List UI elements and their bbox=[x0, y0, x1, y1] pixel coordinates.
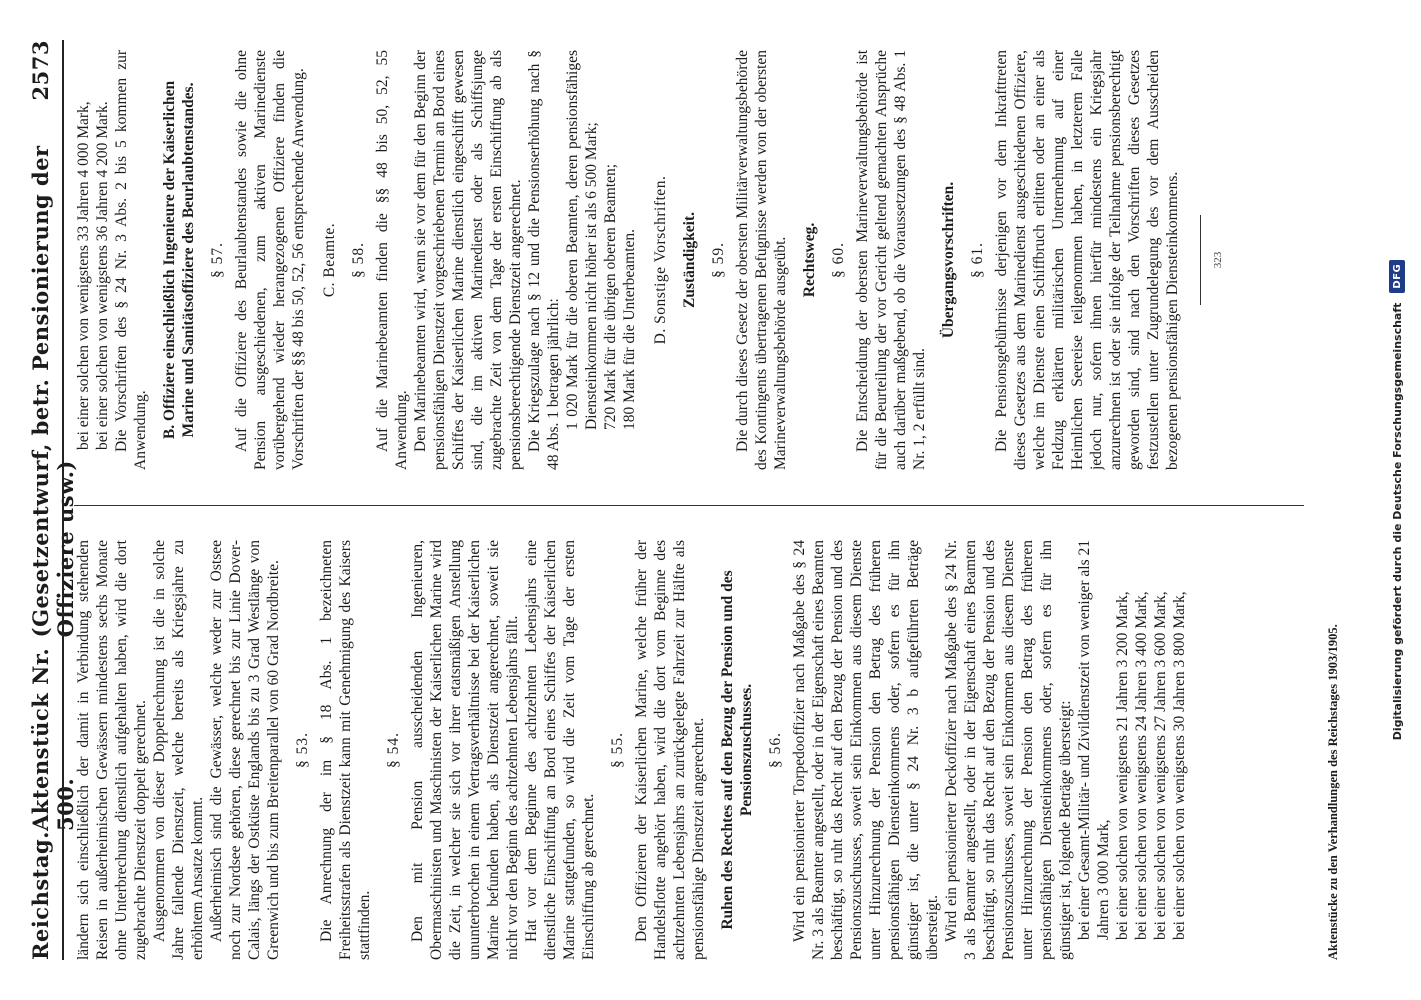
subheading: Ruhen des Rechtes auf den Bezug der Pension und des Pensionszuschusses. bbox=[719, 570, 755, 930]
header-page-number: 2573 bbox=[28, 40, 53, 101]
header-center: Aktenstück Nr. 500. bbox=[28, 647, 78, 832]
header-rule bbox=[62, 40, 64, 960]
digitization-imprint bbox=[1386, 50, 1408, 950]
paragraph: Den Offizieren der Kaiserlichen Marine, welche früher der Handelsflotte angehört haben, wird die dort vom Beginne des achtzehnten Lebensjahrs an zurückgelegte Fahrzeit zur Hälfte als pensionsfähige Dienstzeit angerechnet. bbox=[633, 540, 707, 960]
paragraph: Die Pensionsgebührnisse derjenigen vor dem Inkrafttreten dieses Gesetzes aus dem Marinedienst ausgeschiedenen Offiziere, welche im Dienste einen Schiffbruch erlitten oder an einer als Feldzug erklärten militärischen Unternehmung auf einer Heimlichen Seereise teilgenommen haben, in letzterem Falle jedoch nur, sofern ihnen hierfür mindestens ein Kriegsjahr anzurechnen ist oder sie infolge der Teilnahme pensionsberechtigt geworden sind, sind nach den Vorschriften dieses Gesetzes festzustellen unter Zugrundelegung des vor dem Ausscheiden bezogenen pensionsfähigen Diensteinkommens. bbox=[993, 50, 1181, 470]
paragraph: Ausgenommen von dieser Doppelrechnung ist die in solche Jahre fallende Dienstzeit, welche bereits als Kriegsjahre zu erhöhtem Ansatze kommt. bbox=[151, 540, 206, 960]
section-label: § 59. bbox=[710, 242, 727, 278]
section-label: § 56. bbox=[767, 732, 784, 768]
paragraph: Auf die Offiziere des Beurlaubtenstandes sowie die ohne Pension ausgeschiedenen, zum aktiven Marinedienste vorübergehend wieder herangezogenen Offiziere finden die Vorschriften der §§ 48 bis 50, 52, 56 entsprechende Anwendung. bbox=[233, 50, 307, 470]
amount-line: bei einer solchen von wenigstens 33 Jahren 4 000 Mark, bbox=[75, 101, 92, 450]
header-right: (Gesetzentwurf, betr. Pensionierung der Offiziere usw.) bbox=[28, 145, 78, 638]
left-column bbox=[74, 540, 1304, 960]
sheet-number: 323 bbox=[1212, 251, 1224, 269]
subheading: Zuständigkeit. bbox=[681, 211, 698, 309]
paragraph: Die Entscheidung der obersten Marineverwaltungsbehörde ist für die Beurteilung der vor Gericht geltend gemachten Ansprüche auch darüber maßgebend, ob die Voraussetzungen des § 48 Abs. 1 Nr. 1, 2 erfüllt sind. bbox=[854, 50, 928, 470]
section-label: § 61. bbox=[969, 242, 986, 278]
amount-line: bei einer Gesamt-Militär- und Zivildienstzeit von weniger als 21 Jahren 3 000 Mark, bbox=[1076, 540, 1112, 940]
paragraph: Außerheimisch sind die Gewässer, welche weder zur Ostsee noch zur Nordsee gehören, diese gerechnet bis zur Linie Dover-Calais, längs der Ostküste Englands bis zu 3 Grad Westlänge von Greenwich und bis zum Breitenparallel von 60 Grad Nordbreite. bbox=[208, 540, 282, 960]
end-rule bbox=[1200, 215, 1201, 305]
right-column bbox=[74, 50, 1304, 470]
paragraph: Die Kriegszulage nach § 12 und die Pensionserhöhung nach § 48 Abs. 1 betragen jährlich: bbox=[526, 50, 562, 470]
paragraph: Auf die Marinebeamten finden die §§ 48 bis 50, 52, 55 Anwendung. bbox=[374, 50, 410, 470]
running-head bbox=[28, 40, 78, 960]
paragraph: Wird ein pensionierter Torpedooffizier nach Maßgabe des § 24 Nr. 3 als Beamter angestellt, oder in der Eigenschaft eines Beamten beschäftigt, so ruht das Recht auf den Bezug der Pension und des Pensionszuschusses, soweit sein Einkommen aus diesem Dienste unter Hinzurechnung der Pension den Betrag des früheren pensionsfähigen Diensteinkommens oder, sofern es für ihn günstiger ist, die unter § 24 Nr. 3 b aufgeführten Beträge übersteigt. bbox=[791, 540, 941, 960]
amount-line: bei einer solchen von wenigstens 27 Jahren 3 600 Mark, bbox=[1152, 591, 1169, 940]
subheading: Rechtsweg. bbox=[801, 222, 818, 298]
paragraph: ländern sich einschließlich der damit in Verbindung stehenden Reisen in außerheimischen Gewässern mindestens sechs Monate ohne Unterbrechung dienstlich aufgehalten haben, wird die dort zugebrachte Dienstzeit doppelt gerechnet. bbox=[75, 540, 149, 960]
paragraph: Wird ein pensionierter Deckoffizier nach Maßgabe des § 24 Nr. 3 als Beamter angestellt, oder in der Eigenschaft eines Beamten beschäftigt, so ruht das Recht auf den Bezug der Pension und des Pensionszuschusses, soweit sein Einkommen aus diesem Dienste unter Hinzurechnung der Pension den Betrag des früheren pensionsfähigen Diensteinkommens oder, sofern es für ihn günstiger ist, folgende Beträge übersteigt: bbox=[943, 540, 1074, 960]
amount-line: 720 Mark für die übrigen oberen Beamten; bbox=[602, 164, 619, 430]
amount-line: bei einer solchen von wenigstens 30 Jahren 3 800 Mark, bbox=[1171, 591, 1188, 940]
section-label: § 53. bbox=[294, 732, 311, 768]
paragraph: Die durch dieses Gesetz der obersten Militärverwaltungsbehörde des Kontingents übertragenen Befugnisse werden von der obersten Marineverwaltungsbehörde ausgeübt. bbox=[734, 50, 789, 470]
section-label: § 55. bbox=[609, 732, 626, 768]
header-left: Reichstag. bbox=[28, 831, 53, 960]
column-divider bbox=[74, 505, 1304, 506]
paragraph: Den Marinebeamten wird, wenn sie vor dem für den Beginn der pensionsfähigen Dienstzeit vorgeschriebenen Termin an Bord eines Schiffes der Kaiserlichen Marine dienstlich eingeschifft gewesen sind, die im aktiven Marinedienst oder als Schiffsjunge zugebrachte Zeit von dem Tage der ersten Einschiffung ab als pensionsberechtigende Dienstzeit angerechnet. bbox=[412, 50, 524, 470]
section-label: § 58. bbox=[350, 242, 367, 278]
paragraph: Die Vorschriften des § 24 Nr. 3 Abs. 2 bis 5 kommen zur Anwendung. bbox=[113, 50, 149, 470]
section-label: § 60. bbox=[830, 242, 847, 278]
section-heading-d: D. Sonstige Vorschriften. bbox=[652, 175, 669, 345]
imprint-text: Digitalisierung gefördert durch die Deutsche Forschungsgemeinschaft bbox=[1390, 302, 1404, 741]
amount-line: bei einer solchen von wenigstens 24 Jahren 3 400 Mark, bbox=[1133, 591, 1150, 940]
section-heading-b: B. Offiziere einschließlich Ingenieure der Kaiserlichen Marine und Sanitätsoffiziere des Beurlaubtenstandes. bbox=[161, 80, 197, 440]
section-label: § 54. bbox=[385, 732, 402, 768]
page-footer: Aktenstücke zu den Verhandlungen des Reichstages 1903/1905. bbox=[1326, 624, 1340, 960]
paragraph: Hat vor dem Beginne des achtzehnten Lebensjahrs eine dienstliche Einschiffung an Bord eines Schiffes der Kaiserlichen Marine stattgefunden, so wird die Zeit vom Tage der ersten Einschiffung ab gerechnet. bbox=[523, 540, 597, 960]
amount-line: bei einer solchen von wenigstens 36 Jahren 4 200 Mark. bbox=[94, 101, 111, 450]
amount-line: 1 020 Mark für die oberen Beamten, deren pensionsfähiges Diensteinkommen nicht höher ist als 6 500 Mark; bbox=[564, 50, 600, 430]
section-heading-c: C. Beamte. bbox=[321, 222, 338, 298]
subheading: Übergangsvorschriften. bbox=[940, 181, 957, 339]
dfg-logo-icon: DFG bbox=[1389, 260, 1405, 293]
section-label: § 57. bbox=[209, 242, 226, 278]
amount-line: 180 Mark für die Unterbeamten. bbox=[621, 228, 638, 430]
paragraph: Den mit Pension ausscheidenden Ingenieuren, Obermaschinisten und Maschinisten der Kaiserlichen Marine wird die Zeit, in welcher sie sich vor ihrer etatsmäßigen Anstellung ununterbrochen in einem Vertragsverhältnisse bei der Kaiserlichen Marine befunden haben, als Dienstzeit angerechnet, soweit sie nicht vor den Beginn des achtzehnten Lebensjahrs fällt. bbox=[409, 540, 521, 960]
amount-line: bei einer solchen von wenigstens 21 Jahren 3 200 Mark, bbox=[1114, 591, 1131, 940]
paragraph: Die Anrechnung der im § 18 Abs. 1 bezeichneten Freiheitsstrafen als Dienstzeit kann mit Genehmigung des Kaisers stattfinden. bbox=[318, 540, 373, 960]
